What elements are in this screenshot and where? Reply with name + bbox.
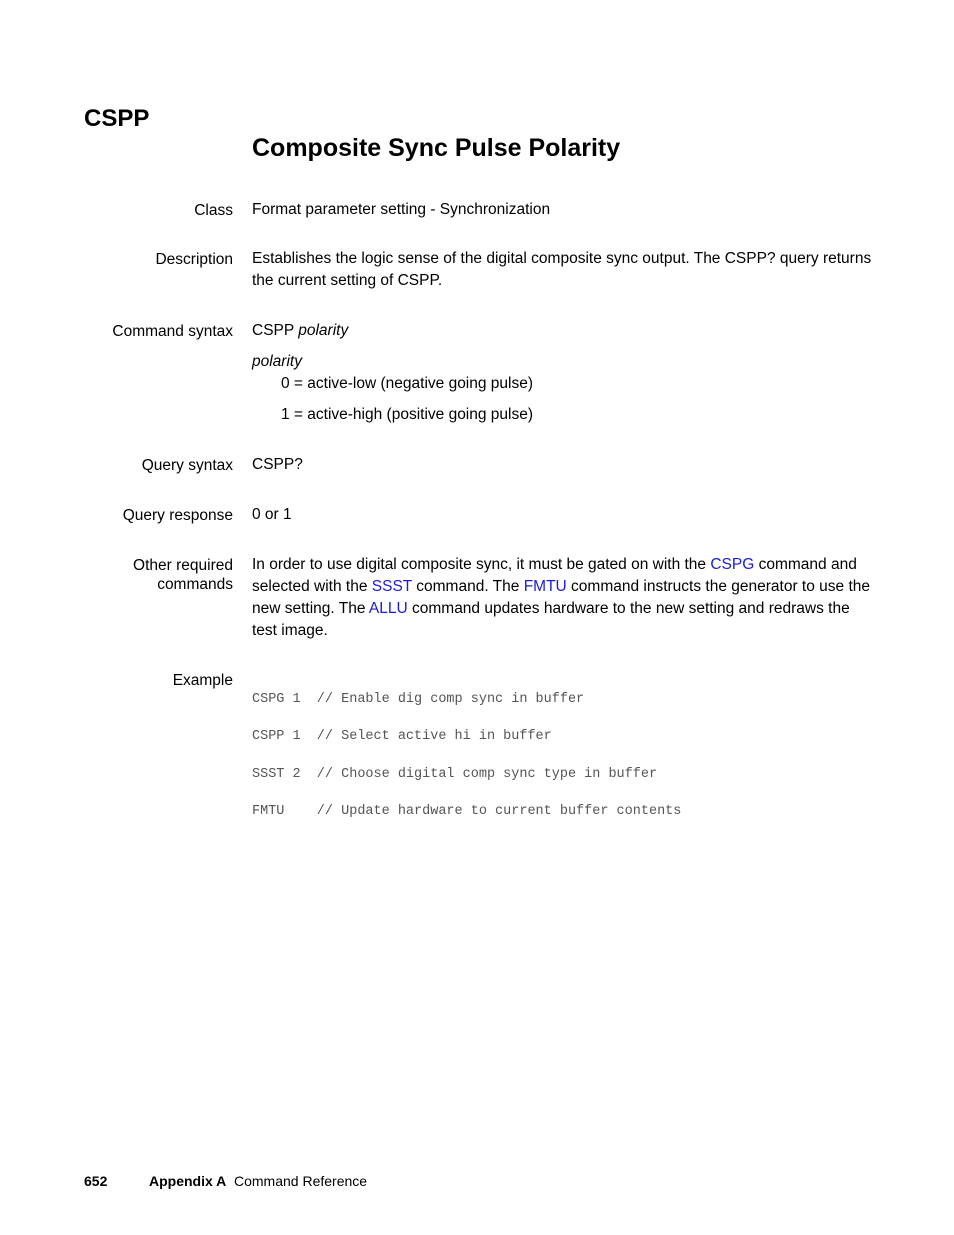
param-heading: polarity (252, 353, 302, 370)
command-syntax-command: CSPP (252, 322, 294, 339)
link-ssst[interactable]: SSST (371, 578, 412, 595)
other-required-text-3: command. The (411, 578, 524, 595)
other-required-text-5: command updates hardware to the new setting and redraws the test image. (252, 600, 850, 639)
link-allu[interactable]: ALLU (368, 600, 408, 617)
example-label: Example (172, 672, 233, 689)
command-heading: CSPP (84, 105, 150, 132)
example-code (252, 672, 681, 840)
other-required-text-1: In order to use digital composite sync, it must be gated on with the (252, 556, 711, 573)
example-line-3: FMTU // Update hardware to current buffer contents (252, 803, 682, 819)
link-cspg[interactable]: CSPG (710, 556, 755, 573)
query-syntax-label: Query syntax (141, 457, 233, 474)
query-response-label: Query response (122, 507, 233, 524)
other-required-value (252, 554, 872, 642)
footer-chapter: Command Reference (234, 1173, 368, 1189)
other-required-label-line1: Other required (133, 557, 233, 574)
example-line-1: CSPP 1 // Select active hi in buffer (252, 729, 552, 745)
other-required-text-4: command instructs the generator to use the new setting. The (252, 578, 871, 617)
other-required-label (0, 556, 233, 594)
command-syntax-value (252, 320, 872, 342)
query-response-value: 0 or 1 (252, 506, 292, 523)
param-option-0: 0 = active-low (negative going pulse) (281, 375, 534, 392)
page-number: 652 (84, 1173, 108, 1189)
other-required-label-line2: commands (157, 576, 233, 593)
page-title: Composite Sync Pulse Polarity (252, 134, 621, 162)
example-line-2: SSST 2 // Choose digital comp sync type in buffer (252, 766, 658, 782)
description-value: Establishes the logic sense of the digital composite sync output. The CSPP? query returns the current setting of CSPP. (252, 250, 872, 289)
command-syntax-param: polarity (298, 322, 349, 339)
other-required-text-2: command and selected with the (252, 556, 857, 595)
command-syntax-label: Command syntax (112, 323, 233, 340)
param-option-1: 1 = active-high (positive going pulse) (281, 406, 534, 423)
example-line-0: CSPG 1 // Enable dig comp sync in buffer (252, 691, 585, 707)
class-value: Format parameter setting - Synchronization (252, 201, 551, 218)
query-syntax-value: CSPP? (252, 456, 303, 473)
link-fmtu[interactable]: FMTU (523, 578, 567, 595)
footer-section: Appendix A (149, 1173, 227, 1189)
class-label: Class (194, 202, 233, 219)
description-label: Description (155, 251, 233, 268)
